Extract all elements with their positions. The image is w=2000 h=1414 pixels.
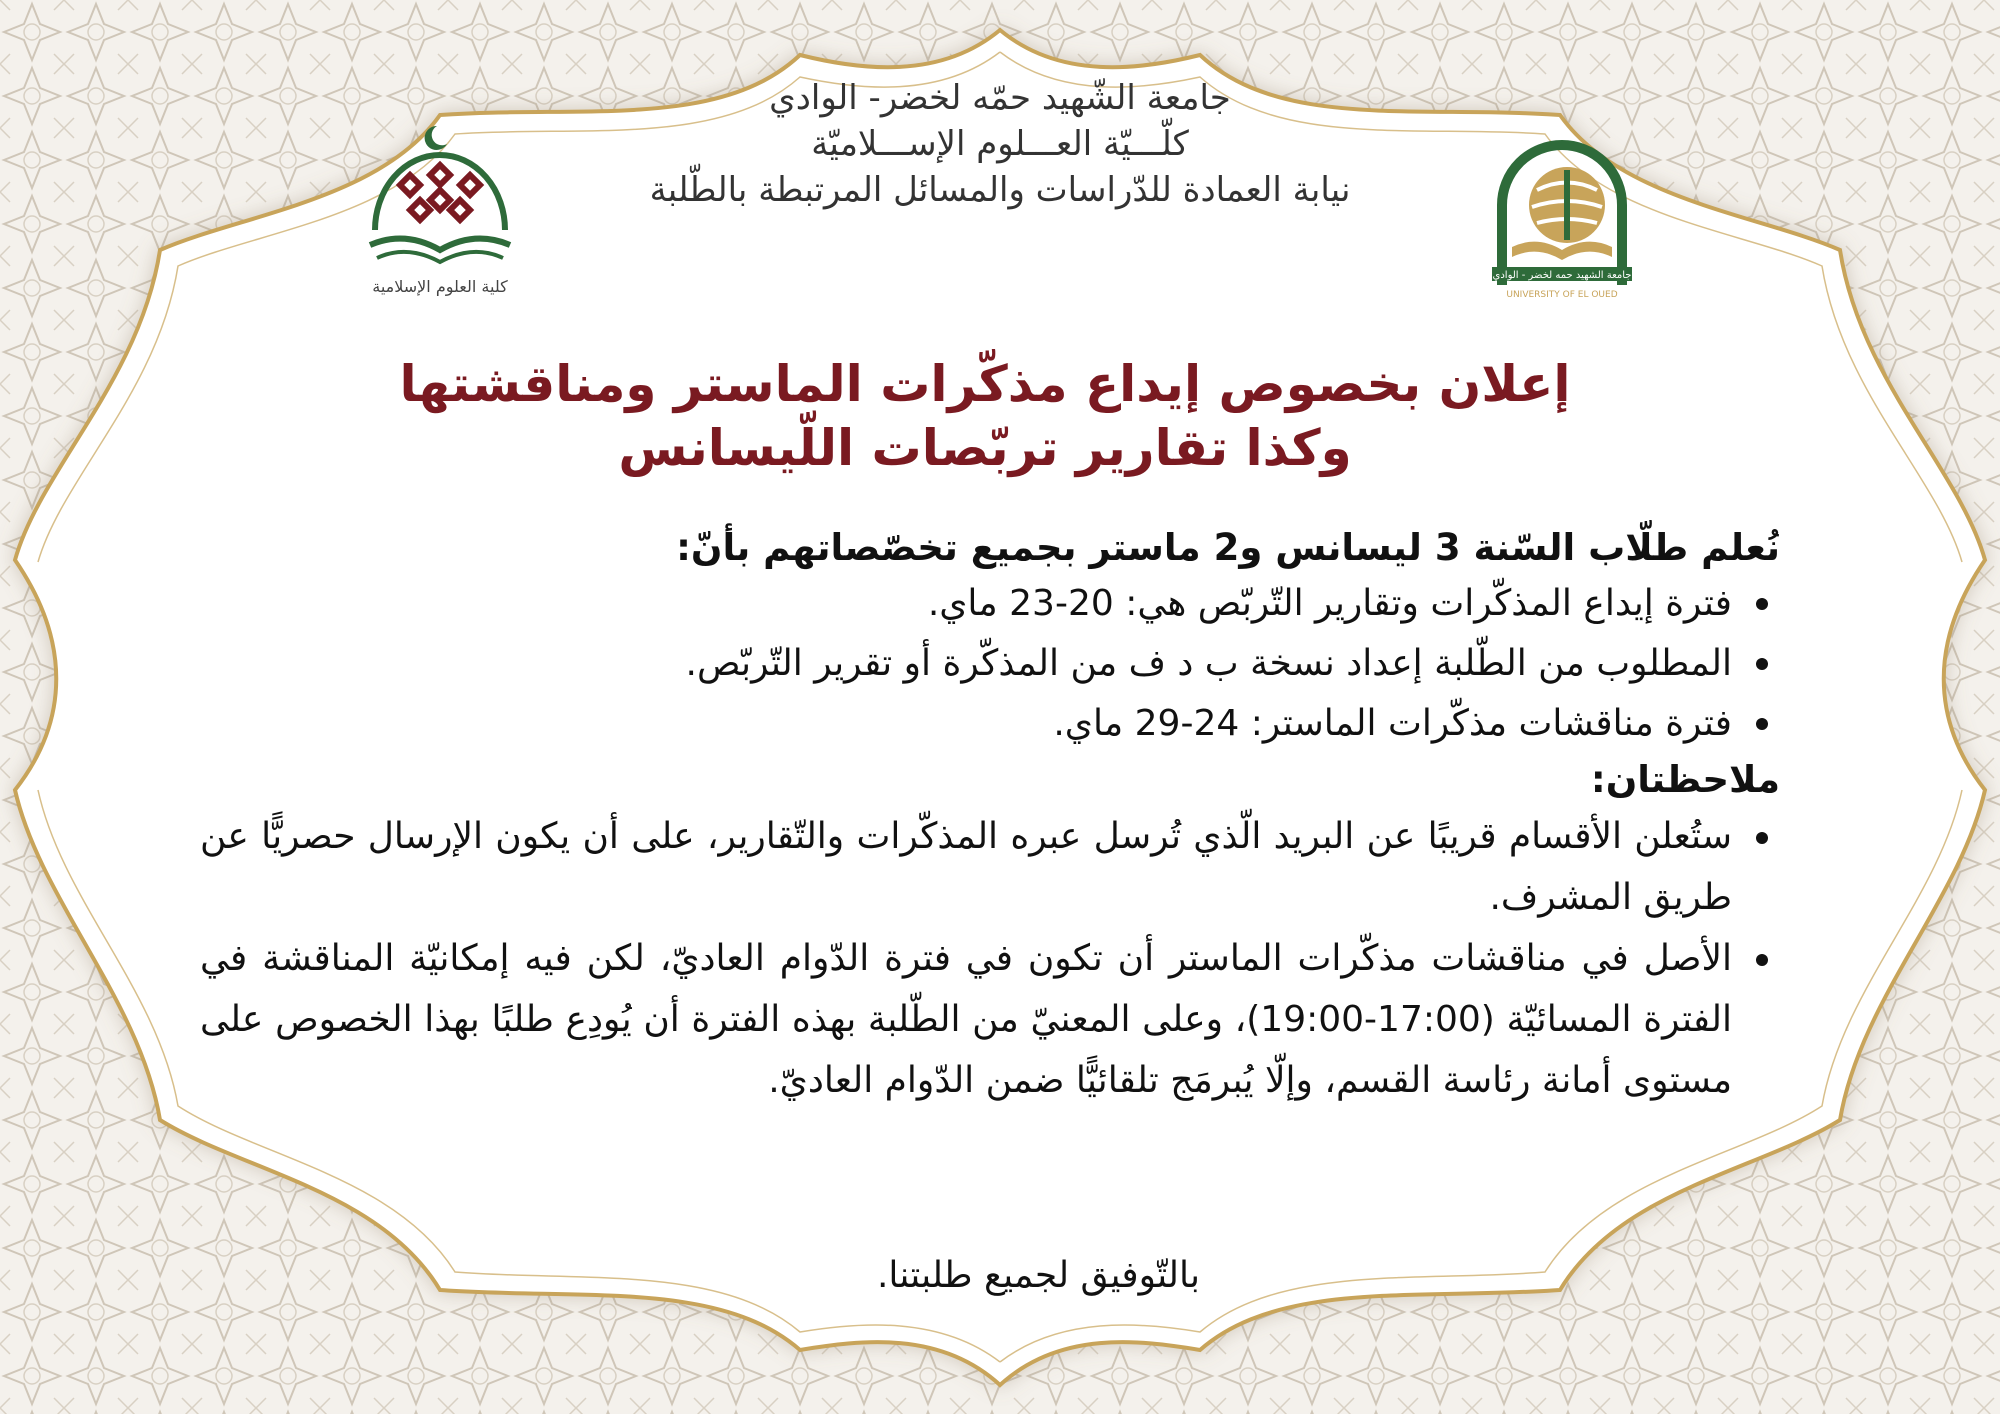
- crescent-icon: [425, 126, 447, 150]
- list-item: ستُعلن الأقسام قريبًا عن البريد الّذي تُرسل عبره المذكّرات والتّقارير، على أن يكون الإرسال حصريًّا عن طريق المشرف.: [200, 806, 1780, 928]
- title-line-2: وكذا تقارير تربّصات اللّيسانس: [618, 419, 1352, 477]
- list-item: المطلوب من الطّلبة إعداد نسخة ب د ف من المذكّرة أو تقرير التّربّص.: [200, 634, 1780, 694]
- svg-text:جامعة الشهيد حمه لخضر - الوادي: جامعة الشهيد حمه لخضر - الوادي: [1492, 270, 1632, 281]
- list-item: فترة مناقشات مذكّرات الماستر: 24-29 ماي.: [200, 694, 1780, 754]
- schedule-list: [200, 574, 1780, 754]
- closing-text: بالتّوفيق لجميع طلبتنا.: [876, 1255, 1200, 1296]
- list-item: فترة إيداع المذكّرات وتقارير التّربّص هي: 20-23 ماي.: [200, 574, 1780, 634]
- notes-heading: ملاحظتان:: [1590, 758, 1780, 801]
- university-name: جامعة الشّهيد حمّه لخضر- الوادي: [769, 78, 1231, 118]
- notes-list: [200, 806, 1780, 1111]
- faculty-name: كلّـــيّة العـــلوم الإســـلاميّة: [811, 124, 1189, 164]
- deanery-name: نيابة العمادة للدّراسات والمسائل المرتبطة بالطّلبة: [649, 170, 1351, 210]
- faculty-logo: [355, 120, 525, 305]
- intro-text: نُعلم طلّاب السّنة 3 ليسانس و2 ماستر بجميع تخصّصاتهم بأنّ:: [676, 526, 1780, 569]
- svg-text:UNIVERSITY OF EL OUED: UNIVERSITY OF EL OUED: [1506, 290, 1618, 300]
- list-item: الأصل في مناقشات مذكّرات الماستر أن تكون في فترة الدّوام العاديّ، لكن فيه إمكانيّة المناقشة في الفترة المسائيّة (17:00-19:00)، وعلى المعنيّ من الطّلبة بهذه الفترة أن يُودِع طلبًا بهذا الخصوص على مستوى أمانة رئاسة القسم، وإلّا يُبرمَج تلقائيًّا ضمن الدّوام العاديّ.: [200, 928, 1780, 1111]
- institution-header: [560, 75, 1440, 213]
- university-logo: [1482, 135, 1642, 310]
- svg-text:كلية العلوم الإسلامية: كلية العلوم الإسلامية: [372, 277, 508, 296]
- announcement-title: [360, 352, 1610, 480]
- title-line-1: إعلان بخصوص إيداع مذكّرات الماستر ومناقشتها: [399, 355, 1571, 413]
- announcement-body: [200, 522, 1780, 1111]
